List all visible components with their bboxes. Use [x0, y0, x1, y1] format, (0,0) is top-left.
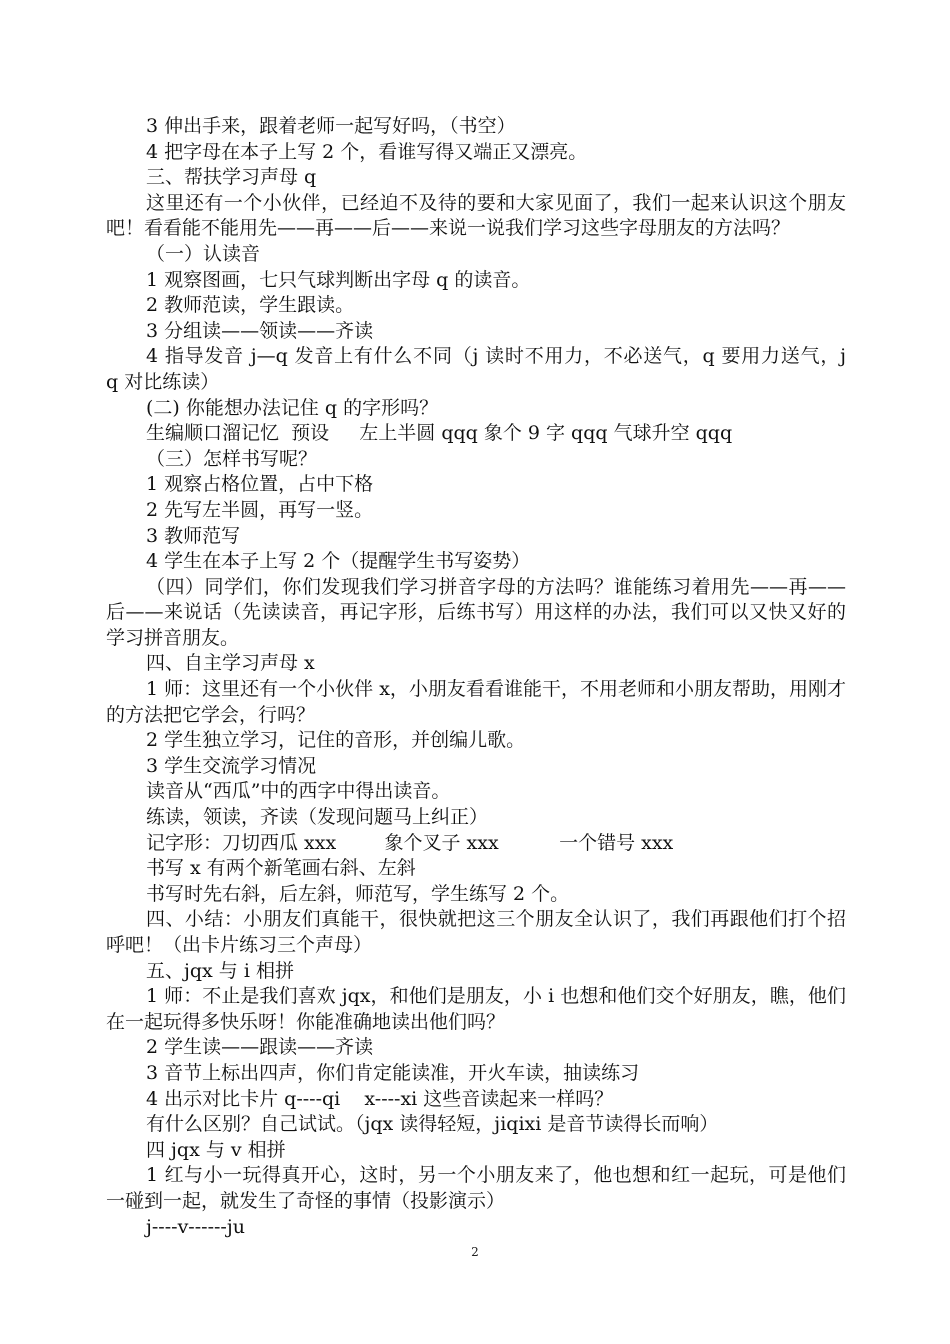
paragraph-teacher-reads: 2 教师范读，学生跟读。 — [146, 294, 355, 317]
section-heading-jqx-v: 四 jqx 与 v 相拼 — [146, 1138, 286, 1161]
paragraph-write-half-circle: 2 先写左半圆，再写一竖。 — [146, 498, 374, 521]
paragraph-write-x-strokes: 书写 x 有两个新笔画右斜、左斜 — [146, 857, 416, 880]
subheading-read-sound: （一）认读音 — [146, 242, 261, 265]
paragraph-rhyme-q: 生编顺口溜记忆 预设 左上半圆 qqq 象个 9 字 qqq 气球升空 qqq — [146, 422, 733, 445]
section-heading-learn-q: 三、帮扶学习声母 q — [146, 166, 317, 189]
paragraph-write-order: 书写时先右斜，后左斜，师范写，学生练写 2 个。 — [146, 882, 570, 905]
paragraph-summary: 四、小结：小朋友们真能干，很快就把这三个朋友全认识了，我们再跟他们打个招呼吧！（出卡片练习三个声母） — [106, 908, 846, 956]
paragraph-group-reading: 3 分组读——领读——齐读 — [146, 319, 374, 342]
paragraph-jqx-v-intro: 1 红与小一玩得真开心，这时，另一个小朋友来了，他也想和红一起玩，可是他们一碰到一起，就发生了奇怪的事情（投影演示） — [106, 1164, 846, 1212]
section-heading-jqx-i: 五、jqx 与 i 相拼 — [146, 959, 294, 982]
paragraph-watermelon-sound: 读音从“西瓜”中的西字中得出读音。 — [146, 780, 451, 803]
paragraph-j-v-ju: j----v------ju — [146, 1215, 245, 1238]
paragraph-pronunciation-guide: 4 指导发音 j—q 发音上有什么不同（j 读时不用力，不必送气，q 要用力送气，j q 对比练读） — [106, 345, 871, 393]
paragraph-intro-x: 1 师：这里还有一个小伙伴 x，小朋友看看谁能干，不用老师和小朋友帮助，用刚才的方法把它学会，行吗？ — [106, 678, 846, 726]
document-body — [106, 114, 871, 1240]
subheading-how-to-write: （三）怎样书写呢？ — [146, 447, 318, 470]
paragraph-four-tones: 3 音节上标出四声，你们肯定能读准，开火车读，抽读练习 — [146, 1061, 640, 1084]
paragraph-students-write: 4 学生在本子上写 2 个（提醒学生书写姿势） — [146, 550, 531, 573]
paragraph-observe-picture: 1 观察图画，七只气球判断出字母 q 的读音。 — [146, 268, 531, 291]
paragraph-practice-reading: 练读，领读，齐读（发现问题马上纠正） — [146, 806, 489, 829]
paragraph-student-read: 2 学生读——跟读——齐读 — [146, 1036, 374, 1059]
paragraph-difference: 有什么区别？自己试试。（jqx 读得轻短，jiqixi 是音节读得长而响） — [146, 1113, 719, 1136]
paragraph-teacher-demo: 3 教师范写 — [146, 524, 241, 547]
page-number: 2 — [471, 1245, 479, 1259]
paragraph-learning-method: （四）同学们，你们发现我们学习拼音字母的方法吗？谁能练习着用先——再——后——来说话（先读读音，再记字形，后练书写）用这样的办法，我们可以又快又好的学习拼音朋友。 — [106, 575, 846, 649]
paragraph-share-learning: 3 学生交流学习情况 — [146, 754, 317, 777]
paragraph-observe-grid: 1 观察占格位置，占中下格 — [146, 473, 374, 496]
paragraph-contrast-cards: 4 出示对比卡片 q----qi x----xi 这些音读起来一样吗？ — [146, 1087, 614, 1110]
paragraph-step-4-write-notebook: 4 把字母在本子上写 2 个，看谁写得又端正又漂亮。 — [146, 140, 588, 163]
paragraph-jqx-i-intro: 1 师：不止是我们喜欢 jqx，和他们是朋友，小 i 也想和他们交个好朋友，瞧，他们在一起玩得多快乐呀！你能准确地读出他们吗？ — [106, 985, 846, 1033]
section-heading-learn-x: 四、自主学习声母 x — [146, 652, 315, 675]
paragraph-independent-study: 2 学生独立学习，记住的音形，并创编儿歌。 — [146, 729, 526, 752]
paragraph-remember-x-shape: 记字形：刀切西瓜 xxx 象个叉子 xxx 一个错号 xxx — [146, 831, 674, 854]
paragraph-intro-q: 这里还有一个小伙伴，已经迫不及待的要和大家见面了，我们一起来认识这个朋友吧！看看能不能用先——再——后——来说一说我们学习这些字母朋友的方法吗？ — [106, 191, 846, 240]
paragraph-step-3-write-air: 3 伸出手来，跟着老师一起写好吗，（书空） — [146, 115, 516, 137]
subheading-remember-shape: (二) 你能想办法记住 q 的字形吗？ — [146, 396, 439, 419]
